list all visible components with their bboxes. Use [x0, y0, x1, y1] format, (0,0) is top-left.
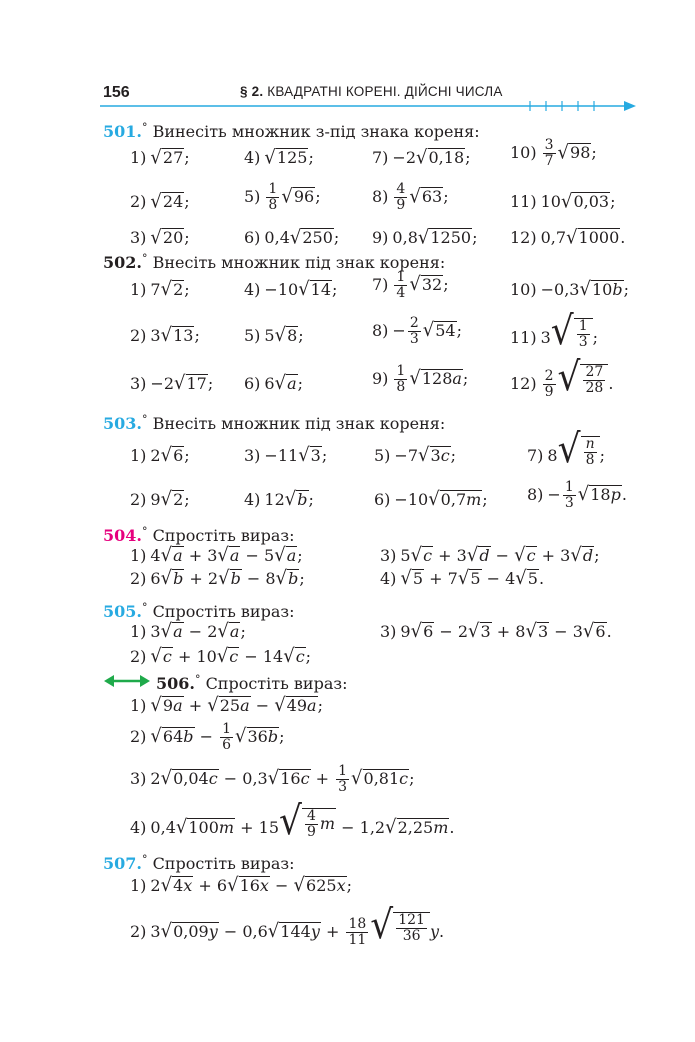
problem-number: 501.: [103, 122, 142, 141]
expr-502-7: 7) $\frac{1}{4}$ √ 32 ;: [372, 269, 449, 301]
problem-507-heading: 507.° Спростіть вираз:: [103, 853, 295, 873]
expr-503-3: 3) −11 √ 3 ;: [244, 444, 328, 467]
expr-502-2: 2) 3 √ 13 ;: [130, 324, 200, 347]
problem-text: Спростіть вираз:: [152, 854, 295, 873]
double-arrow-icon: [104, 674, 150, 688]
expr-502-3: 3) −2 √ 17 ;: [130, 372, 214, 395]
problem-506-heading: 506.° Спростіть вираз:: [156, 673, 348, 693]
expr-502-12: 12) $\frac{2}{9}$ √ $\frac{27}{28}$ .: [510, 354, 614, 400]
problem-number: 504.: [103, 526, 142, 545]
problem-text: Спростіть вираз:: [152, 602, 295, 621]
expr-503-2: 2) 9 √ 2 ;: [130, 488, 190, 511]
expr-504-2: 2) 6 √ b + 2 √ b − 8 √ b ;: [130, 567, 305, 590]
expr-503-5: 5) −7 √ 3c ;: [374, 444, 457, 467]
problem-503-heading: 503.° Внесіть множник під знак кореня:: [103, 413, 446, 433]
chapter-title: КВАДРАТНІ КОРЕНІ. ДІЙСНІ ЧИСЛА: [267, 84, 503, 99]
expr-503-7: 7) 8 √ $\frac{n}{8}$ ;: [527, 426, 605, 472]
expr-505-2: 2) √ c + 10 √ c − 14 √ c ;: [130, 645, 312, 668]
running-title: [240, 84, 503, 99]
expr-504-3: 3) 5 √ c + 3 √ d − √ c + 3 √ d ;: [380, 544, 600, 567]
problem-text: Внесіть множник під знак кореня:: [152, 253, 446, 272]
problem-number: 502.: [103, 253, 142, 272]
problem-number: 503.: [103, 414, 142, 433]
expr-501-9: 9) 0,8 √ 1250 ;: [372, 226, 478, 249]
problem-501-heading: 501.° Винесіть множник з-під знака кореня:: [103, 121, 480, 141]
expr-501-5: 5) $\frac{1}{8}$ √ 96 ;: [244, 181, 321, 213]
expr-502-1: 1) 7 √ 2 ;: [130, 278, 190, 301]
expr-501-11: 11) 10 √ 0,03 ;: [510, 190, 616, 213]
expr-505-3: 3) 9 √ 6 − 2 √ 3 + 8 √ 3 − 3 √ 6 .: [380, 620, 612, 643]
problem-number: 506.: [156, 674, 195, 693]
expr-503-1: 1) 2 √ 6 ;: [130, 444, 190, 467]
expr-501-8: 8) $\frac{4}{9}$ √ 63 ;: [372, 181, 449, 213]
expr-506-2: 2) √ 64b − $\frac{1}{6}$ √ 36b ;: [130, 721, 285, 753]
expr-503-4: 4) 12 √ b ;: [244, 488, 314, 511]
expr-507-2: 2) 3 √ 0,09y − 0,6 √ 144y + $\frac{18}{11}$ √ $\frac{121}{36}$ y.: [130, 902, 445, 948]
expr-502-5: 5) 5 √ 8 ;: [244, 324, 304, 347]
expr-502-8: 8) − $\frac{2}{3}$ √ 54 ;: [372, 315, 462, 347]
expr-502-11: 11) 3 √ $\frac{1}{3}$ ;: [510, 308, 599, 354]
expr-504-4: 4) √ 5 + 7 √ 5 − 4 √ 5 .: [380, 567, 545, 590]
expr-506-3: 3) 2 √ 0,04c − 0,3 √ 16c + $\frac{1}{3}$ √ 0,81c ;: [130, 763, 415, 795]
expr-501-12: 12) 0,7 √ 1000 .: [510, 226, 626, 249]
expr-504-1: 1) 4 √ a + 3 √ a − 5 √ a ;: [130, 544, 303, 567]
expr-501-10: 10) $\frac{3}{7}$ √ 98 ;: [510, 137, 597, 169]
expr-501-6: 6) 0,4 √ 250 ;: [244, 226, 340, 249]
problem-number: 507.: [103, 854, 142, 873]
problem-text: Спростіть вираз:: [152, 526, 295, 545]
problem-text: Внесіть множник під знак кореня:: [152, 414, 446, 433]
expr-502-6: 6) 6 √ a ;: [244, 372, 304, 395]
problem-502-heading: 502.° Внесіть множник під знак кореня:: [103, 252, 446, 272]
page-number: 156: [103, 84, 130, 101]
expr-503-8: 8) − $\frac{1}{3}$ √ 18p .: [527, 479, 627, 511]
expr-501-7: 7) −2 √ 0,18 ;: [372, 146, 471, 169]
expr-503-6: 6) −10 √ 0,7m ;: [374, 488, 488, 511]
expr-501-3: 3) √ 20 ;: [130, 226, 190, 249]
expr-505-1: 1) 3 √ a − 2 √ a ;: [130, 620, 246, 643]
expr-506-1: 1) √ 9a + √ 25a − √ 49a ;: [130, 694, 323, 717]
expr-507-1: 1) 2 √ 4x + 6 √ 16x − √ 625x ;: [130, 874, 352, 897]
problem-504-heading: 504.° Спростіть вираз:: [103, 525, 295, 545]
expr-501-4: 4) √ 125 ;: [244, 146, 314, 169]
expr-506-4: 4) 0,4 √ 100m + 15 √ $\frac{4}{9}$ m − 1,2 √ 2,25m .: [130, 798, 455, 844]
problem-number: 505.: [103, 602, 142, 621]
expr-501-2: 2) √ 24 ;: [130, 190, 190, 213]
problem-text: Винесіть множник з-під знака кореня:: [152, 122, 480, 141]
header-rule-arrow: [100, 98, 640, 114]
expr-501-1: 1) √ 27 ;: [130, 146, 190, 169]
problem-505-heading: 505.° Спростіть вираз:: [103, 601, 295, 621]
section-mark: § 2.: [240, 84, 264, 99]
expr-502-4: 4) −10 √ 14 ;: [244, 278, 338, 301]
expr-502-9: 9) $\frac{1}{8}$ √ 128a ;: [372, 363, 469, 395]
expr-502-10: 10) −0,3 √ 10b ;: [510, 278, 629, 301]
problem-text: Спростіть вираз:: [205, 674, 348, 693]
